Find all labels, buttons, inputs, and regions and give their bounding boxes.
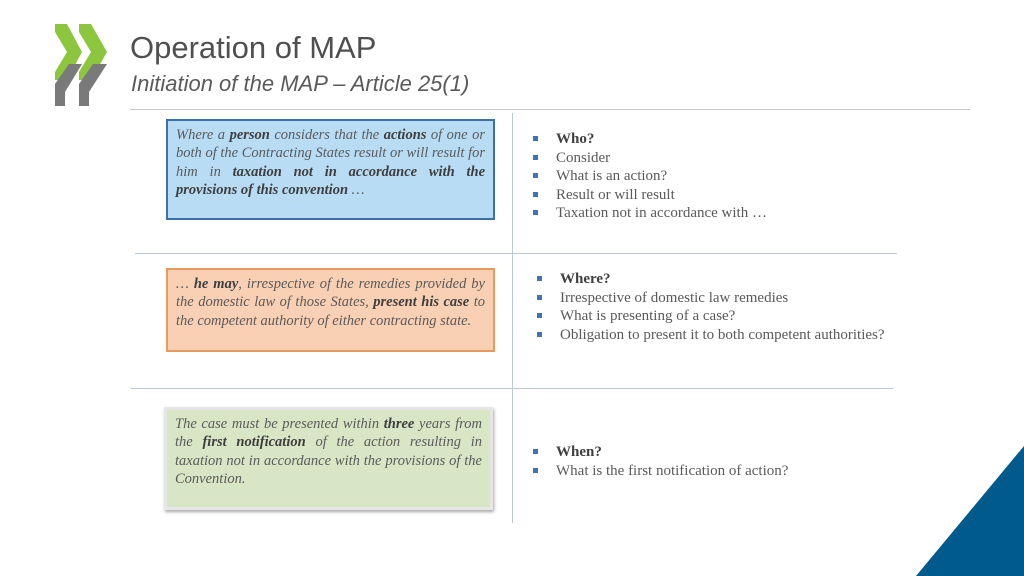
page-title: Operation of MAP <box>130 30 377 65</box>
page-subtitle: Initiation of the MAP – Article 25(1) <box>131 71 470 96</box>
bullet-icon <box>533 468 538 473</box>
header-divider <box>130 109 970 110</box>
bullet-icon <box>533 210 538 215</box>
list-item: What is presenting of a case? <box>537 307 917 326</box>
row-divider-1 <box>135 253 897 254</box>
questions-list-3 <box>533 443 913 480</box>
questions-list-1 <box>533 130 913 223</box>
article-text-box-3: The case must be presented within three years from the first notification of the action resulting in taxation not in accordance with the provisions of the Convention. <box>164 407 493 510</box>
list-item: Where? <box>537 270 917 289</box>
list-item: Result or will result <box>533 186 913 205</box>
list-item: What is an action? <box>533 167 913 186</box>
bullet-icon <box>537 276 542 281</box>
list-item: Obligation to present it to both competent authorities? <box>537 326 917 345</box>
questions-list-2 <box>537 270 917 344</box>
list-item: Consider <box>533 149 913 168</box>
bullet-icon <box>533 136 538 141</box>
bullet-icon <box>537 332 542 337</box>
list-item: Who? <box>533 130 913 149</box>
bullet-icon <box>533 449 538 454</box>
article-text-box-1: Where a person considers that the actions of one or both of the Contracting States result or will result for him in taxation not in accordance with the provisions of this convention … <box>166 119 495 220</box>
bullet-icon <box>537 313 542 318</box>
bullet-icon <box>533 155 538 160</box>
list-item: Irrespective of domestic law remedies <box>537 289 917 308</box>
article-text-box-2: … he may, irrespective of the remedies provided by the domestic law of those States, present his case to the competent authority of either contracting state. <box>166 268 495 352</box>
list-item: Taxation not in accordance with … <box>533 204 913 223</box>
vertical-divider <box>512 113 513 523</box>
oecd-logo-icon <box>55 24 111 106</box>
bullet-icon <box>533 173 538 178</box>
list-item: When? <box>533 443 913 462</box>
list-item: What is the first notification of action? <box>533 462 913 481</box>
bullet-icon <box>537 295 542 300</box>
row-divider-2 <box>131 388 893 389</box>
bullet-icon <box>533 192 538 197</box>
corner-accent-icon <box>916 446 1024 576</box>
